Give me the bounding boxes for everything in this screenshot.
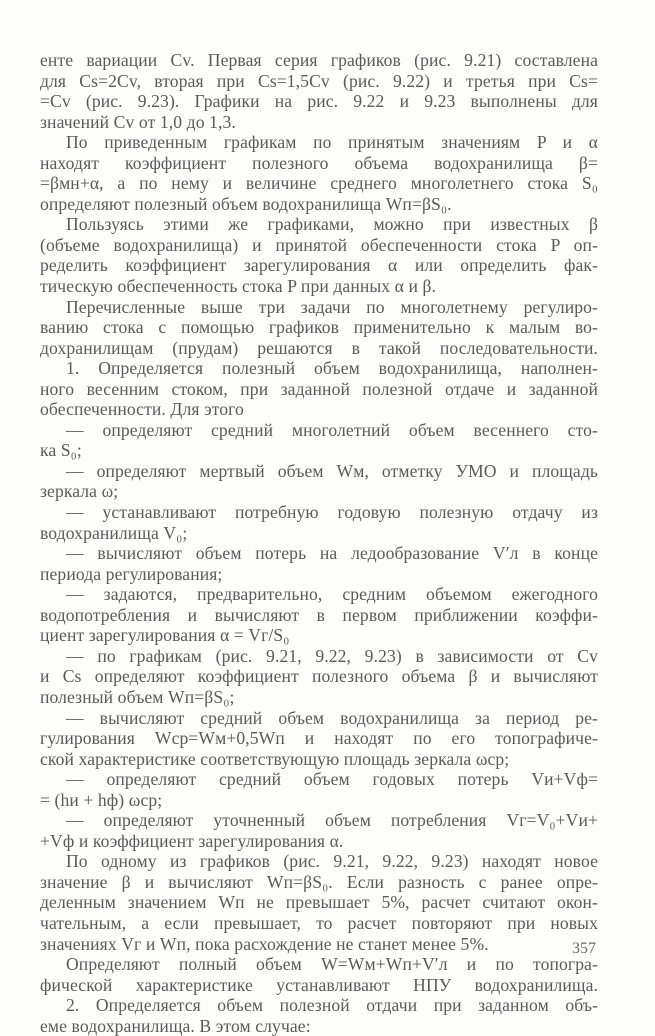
text-line: обеспеченности. Для этого: [40, 399, 244, 420]
text-line: енте вариации Cv. Первая серия графиков (рис. 9.21) составлена: [40, 50, 598, 70]
text-line: периода регулирования;: [40, 563, 223, 584]
text-line: — задаются, предварительно, средним объемом ежегодного: [66, 584, 598, 605]
text-line: = (hи + hф) ωср;: [40, 789, 163, 810]
page-number: 357: [572, 940, 596, 957]
text-line: фической характеристике устанавливают НПУ водохранилища.: [40, 974, 598, 995]
text-line: тическую обеспеченность стока P при данных α и β.: [40, 276, 437, 297]
text-line: =Cv (рис. 9.23). Графики на рис. 9.22 и 9.23 выполнены для: [40, 91, 598, 112]
text-line: ка S₀;: [40, 440, 82, 461]
text-line: дохранилищам (прудам) решаются в такой последовательности.: [40, 337, 598, 358]
text-line: Перечисленные выше три задачи по многолетнему регулиро-: [66, 296, 598, 317]
text-line: чательным, а если превышает, то расчет повторяют при новых: [40, 912, 598, 933]
text-line: полезный объем Wп=βS₀;: [40, 686, 235, 707]
text-line: — вычисляют объем потерь на ледообразование V′л в конце: [66, 543, 598, 564]
text-line: Определяют полный объем W=Wм+Wп+V′л и по топогра-: [66, 954, 598, 975]
text-line: — определяют средний объем годовых потерь Vи+Vф=: [66, 769, 598, 790]
text-line: водохранилища V₀;: [40, 522, 188, 543]
text-line: — устанавливают потребную годовую полезную отдачу из: [66, 502, 598, 523]
text-line: (объеме водохранилища) и принятой обеспеченности стока P оп-: [40, 234, 598, 255]
text-line: значений Cv от 1,0 до 1,3.: [40, 111, 236, 132]
text-line: ного весенним стоком, при заданной полезной отдаче и заданной: [40, 378, 598, 399]
text-line: ванию стока с помощью графиков применительно к малым во-: [40, 317, 598, 338]
text-line: — определяют средний многолетний объем весеннего сто-: [66, 419, 598, 440]
text-line: +Vф и коэффициент зарегулирования α.: [40, 830, 344, 851]
text-line: =βмн+α, а по нему и величине среднего многолетнего стока S₀: [40, 173, 598, 194]
text-line: водопотребления и вычисляют в первом приближении коэффи-: [40, 604, 598, 625]
text-line: значение β и вычисляют Wп=βS₀. Если разность с ранее опре-: [40, 871, 598, 892]
text-line: определяют полезный объем водохранилища Wп=βS₀.: [40, 193, 452, 214]
text-line: для Cs=2Cv, вторая при Cs=1,5Cv (рис. 9.22) и третья при Cs=: [40, 70, 598, 91]
text-line: гулирования Wср=Wм+0,5Wп и находят по его топографиче-: [40, 728, 598, 749]
text-line: Пользуясь этими же графиками, можно при известных β: [66, 214, 598, 235]
text-line: значениях Vг и Wп, пока расхождение не станет менее 5%.: [40, 933, 489, 954]
text-line: еме водохранилища. В этом случае:: [40, 1015, 311, 1036]
text-line: — определяют мертвый объем Wм, отметку УМО и площадь: [66, 460, 598, 481]
text-line: и Cs определяют коэффициент полезного объема β и вычисляют: [40, 666, 598, 687]
text-line: По одному из графиков (рис. 9.21, 9.22, 9.23) находят новое: [66, 851, 598, 872]
text-line: ределить коэффициент зарегулирования α или определить фак-: [40, 255, 598, 276]
text-line: находят коэффициент полезного объема водохранилища β=: [40, 152, 598, 173]
text-line: — вычисляют средний объем водохранилища за период ре-: [66, 707, 598, 728]
text-line: — определяют уточненный объем потребления Vг=V₀+Vи+: [66, 810, 598, 831]
text-line: деленным значением Wп не превышает 5%, расчет считают окон-: [40, 892, 598, 913]
text-line: циент зарегулирования α = Vг/S₀: [40, 625, 290, 646]
text-line: — по графикам (рис. 9.21, 9.22, 9.23) в зависимости от Cv: [66, 645, 598, 666]
text-line: По приведенным графикам по принятым значениям P и α: [66, 132, 598, 153]
body-text: [40, 50, 598, 1036]
text-line: ской характеристике соответствующую площадь зеркала ωср;: [40, 748, 510, 769]
text-line: зеркала ω;: [40, 481, 119, 502]
text-line: 1. Определяется полезный объем водохранилища, наполнен-: [66, 358, 598, 379]
text-line: 2. Определяется объем полезной отдачи при заданном объ-: [66, 995, 598, 1016]
